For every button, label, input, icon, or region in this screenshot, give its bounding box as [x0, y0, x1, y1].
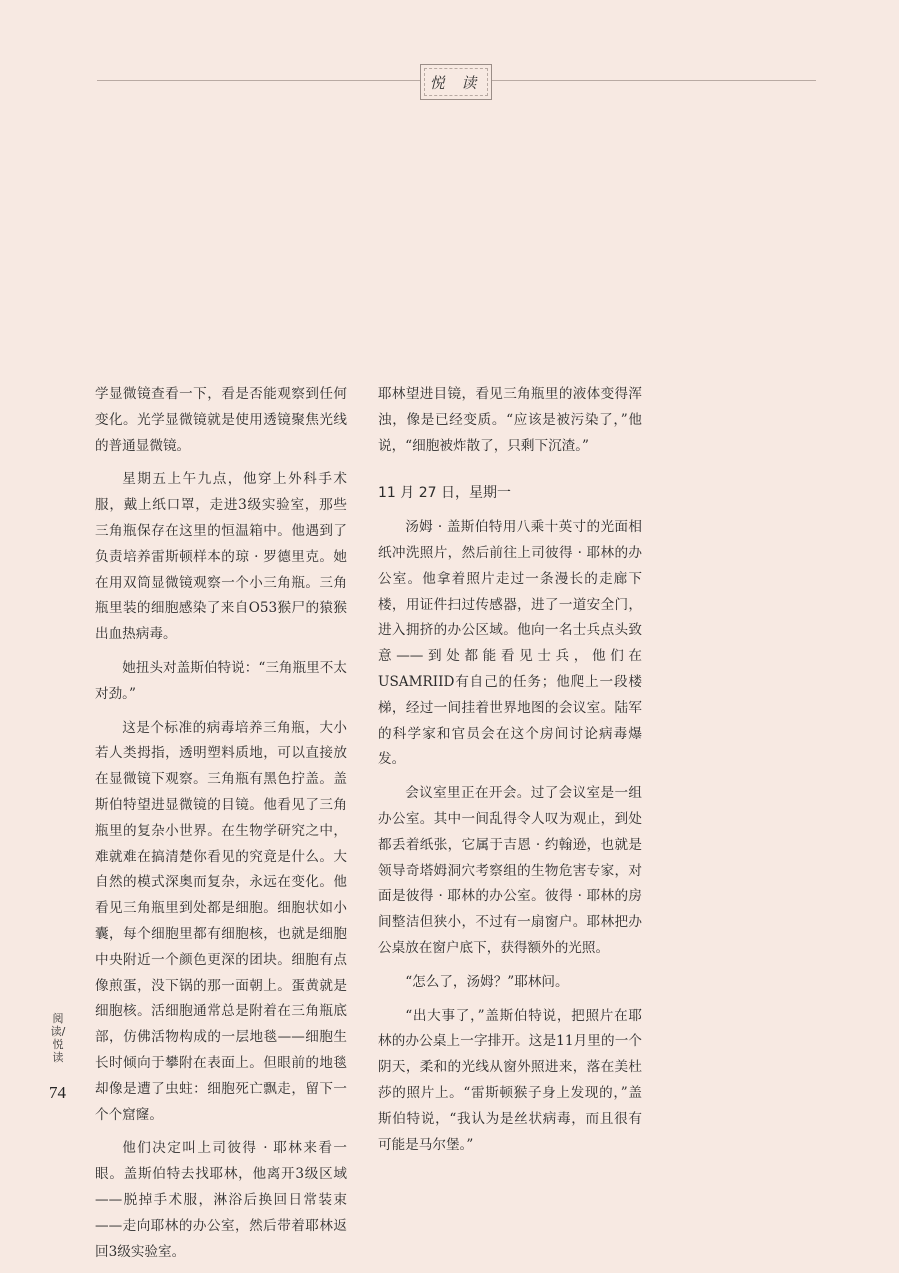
paragraph: 学显微镜查看一下，看是否能观察到任何变化。光学显微镜就是使用透镜聚焦光线的普通显微镜。 [95, 386, 347, 454]
paragraph: “怎么了，汤姆？”耶林问。 [405, 973, 569, 990]
section-badge [420, 64, 492, 100]
paragraph: 会议室里正在开会。过了会议室是一组办公室。其中一间乱得令人叹为观止，到处都丢着纸张，它属于吉恩 · 约翰逊，也就是领导奇塔姆洞穴考察组的生物危害专家，对面是彼得 · 耶林的办公室。彼得 · 耶林的房间整洁但狭小，不过有一扇窗户。耶林把办公桌放在窗户底下，获得额外的光照。 [378, 785, 642, 956]
date-heading: 11 月 27 日，星期一 [378, 485, 511, 502]
paragraph: 星期五上午九点，他穿上外科手术服，戴上纸口罩，走进3级实验室，那些三角瓶保存在这里的恒温箱中。他遇到了负责培养雷斯顿样本的琼 · 罗德里克。她在用双筒显微镜观察一个小三角瓶。三角瓶里装的细胞感染了来自O53猴尸的猿猴出血热病毒。 [95, 471, 347, 643]
left-text-column [95, 382, 347, 1273]
paragraph: 他们决定叫上司彼得 · 耶林来看一眼。盖斯伯特去找耶林，他离开3级区域——脱掉手术服，淋浴后换回日常装束——走向耶林的办公室，然后带着耶林返回3级实验室。 [95, 1140, 347, 1260]
header-rule-left [97, 80, 420, 81]
page-number: 74 [49, 1083, 66, 1102]
section-side-label: 阅读/悦读 [50, 1012, 66, 1064]
paragraph: “出大事了，”盖斯伯特说，把照片在耶林的办公桌上一字排开。这是11月里的一个阴天，柔和的光线从窗外照进来，落在美杜莎的照片上。“雷斯顿猴子身上发现的，”盖斯伯特说，“我认为是丝状病毒，而且很有可能是马尔堡。” [378, 1007, 642, 1153]
paragraph: 汤姆 · 盖斯伯特用八乘十英寸的光面相纸冲洗照片，然后前往上司彼得 · 耶林的办公室。他拿着照片走过一条漫长的走廊下楼，用证件扫过传感器，进了一道安全门，进入拥挤的办公区域。他向一名士兵点头致意——到处都能看见士兵，他们在USAMRIID有自己的任务；他爬上一段楼梯，经过一间挂着世界地图的会议室。陆军的科学家和官员会在这个房间讨论病毒爆发。 [378, 519, 642, 768]
paragraph: 她扭头对盖斯伯特说：“三角瓶里不太对劲。” [95, 659, 347, 702]
paragraph: 耶林望进目镜，看见三角瓶里的液体变得浑浊，像是已经变质。“应该是被污染了，”他说，“细胞被炸散了，只剩下沉渣。” [378, 386, 642, 454]
header-rule-right [492, 80, 816, 81]
paragraph: 这是个标准的病毒培养三角瓶，大小若人类拇指，透明塑料质地，可以直接放在显微镜下观察。三角瓶有黑色拧盖。盖斯伯特望进显微镜的目镜。他看见了三角瓶里的复杂小世界。在生物学研究之中，难就难在搞清楚你看见的究竟是什么。大自然的模式深奥而复杂，永远在变化。他看见三角瓶里到处都是细胞。细胞状如小囊，每个细胞里都有细胞核，也就是细胞中央附近一个颜色更深的团块。细胞有点像煎蛋，没下锅的那一面朝上。蛋黄就是细胞核。活细胞通常总是附着在三角瓶底部，仿佛活物构成的一层地毯——细胞生长时倾向于攀附在表面上。但眼前的地毯却像是遭了虫蛀：细胞死亡飘走，留下一个个窟窿。 [95, 719, 347, 1123]
right-text-column [378, 382, 642, 1166]
section-title: 悦 读 [429, 73, 483, 92]
